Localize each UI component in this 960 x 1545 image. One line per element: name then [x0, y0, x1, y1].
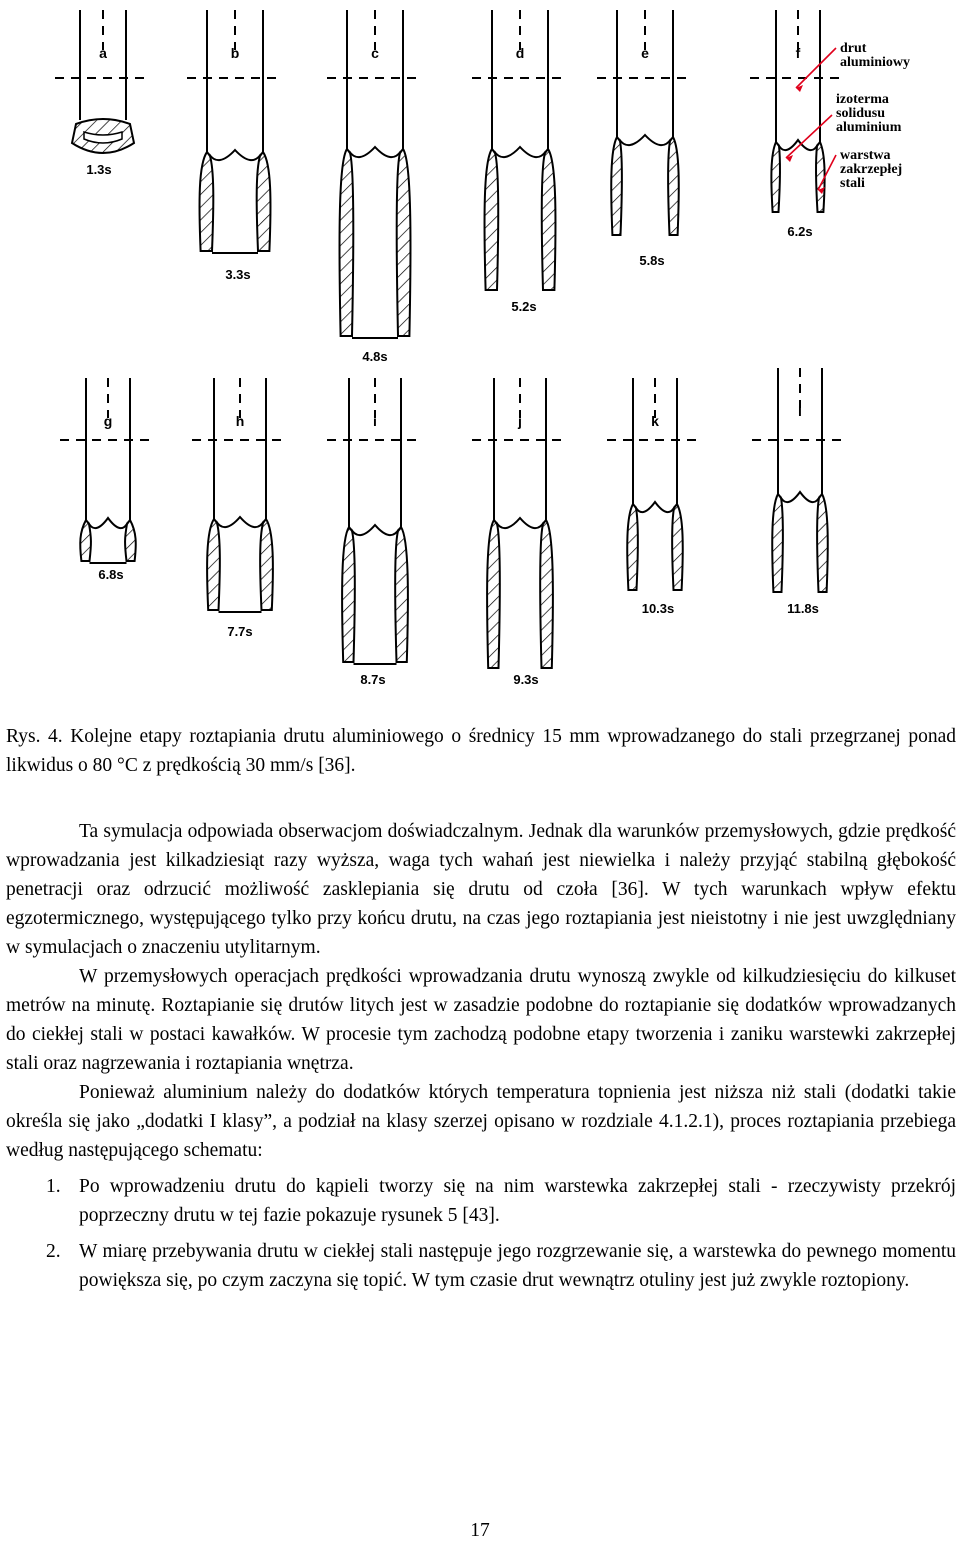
- stage-panel: [750, 10, 846, 239]
- panel-letter: c: [371, 45, 379, 61]
- panel-letter: j: [518, 413, 522, 429]
- solidus-isotherm: [619, 135, 671, 145]
- steel-shell-right: [668, 137, 679, 235]
- figure-caption-block: [6, 722, 956, 780]
- list-item: [6, 1237, 956, 1295]
- figure-caption: Rys. 4. Kolejne etapy roztapiania drutu aluminiowego o średnicy 15 mm wprowadzanego do stali przegrzanej ponad likwidus o 80 °C z prędkością 30 mm/s [36].: [6, 726, 956, 776]
- list-item-text: Po wprowadzeniu drutu do kąpieli tworzy się na nim warstewka zakrzepłej stali - rzeczywisty przekrój poprzeczny drutu w tej fazie pokazuje rysunek 5 [43].: [79, 1176, 956, 1226]
- panel-letter: k: [651, 413, 659, 429]
- stage-panel: [472, 10, 568, 314]
- stage-panel: [327, 378, 423, 687]
- panel-letter: d: [515, 45, 525, 61]
- solidus-isotherm: [216, 517, 264, 527]
- melting-stages-figure: [0, 0, 960, 700]
- steel-shell-right: [260, 519, 273, 610]
- stage-panel: [327, 10, 423, 364]
- panel-time-label: 4.8s: [362, 349, 388, 364]
- solidus-isotherm: [635, 502, 675, 512]
- solidus-isotherm: [349, 147, 401, 157]
- steel-shell-left: [80, 520, 91, 561]
- solidus-isotherm: [780, 492, 820, 502]
- stage-panel: [187, 10, 283, 282]
- body-text: [6, 817, 956, 1295]
- panel-time-label: 7.7s: [227, 624, 253, 639]
- panel-letter: a: [99, 45, 107, 61]
- list-item-number: 2.: [46, 1241, 61, 1262]
- stage-panel: [472, 378, 568, 687]
- panel-letter: h: [235, 413, 245, 429]
- steel-shell-right: [817, 494, 828, 592]
- stage-panel: [192, 378, 288, 639]
- steel-shell-right: [816, 142, 825, 212]
- panel-letter: f: [795, 45, 801, 61]
- panel-time-label: 6.8s: [98, 567, 124, 582]
- stage-panel: [597, 10, 693, 268]
- steel-shell-right: [395, 527, 408, 662]
- panel-letter: b: [230, 45, 240, 61]
- list-item-text: W miarę przebywania drutu w ciekłej stali następuje jego rozgrzewanie się, a warstewka do pewnego momentu powiększa się, po czym zaczyna się topić. W tym czasie drut wewnątrz otuliny jest już zwykle roztopiony.: [79, 1241, 956, 1291]
- solidus-isotherm: [496, 518, 544, 528]
- annotation-label: aluminium: [836, 120, 902, 135]
- steel-shell-left: [342, 527, 355, 662]
- annotation-label: warstwa: [840, 148, 891, 163]
- annotation-arrow: [786, 115, 832, 158]
- steel-shell-right: [540, 520, 553, 668]
- annotation-arrow: [796, 48, 836, 88]
- panel-time-label: 10.3s: [641, 601, 675, 616]
- stage-panel: [752, 368, 848, 616]
- stage-list: [6, 1172, 956, 1295]
- solidus-isotherm: [209, 150, 261, 160]
- stage-panel: [60, 378, 156, 582]
- steel-shell-right: [542, 149, 556, 290]
- panel-time-label: 5.2s: [511, 299, 537, 314]
- paragraph-3: Ponieważ aluminium należy do dodatków których temperatura topnienia jest niższa niż stali (dodatki takie określa się jako „dodatki I klasy”, a podział na klasy szerzej opisano w rozdziale 4.1.2.1), proces roztapiania przebiega według następującego schematu:: [6, 1082, 956, 1161]
- panel-time-label: 11.8s: [787, 601, 819, 616]
- steel-shell-left: [340, 149, 354, 336]
- solidus-isotherm: [88, 518, 128, 528]
- steel-shell-right: [672, 504, 683, 590]
- solidus-isotherm: [494, 147, 546, 157]
- panel-time-label: 5.8s: [639, 253, 665, 268]
- steel-shell-left: [772, 494, 783, 592]
- annotation-label: izoterma: [836, 92, 889, 107]
- annotation-label: solidusu: [836, 106, 886, 121]
- annotation-label: drut: [840, 41, 867, 56]
- paragraph-1: Ta symulacja odpowiada obserwacjom doświadczalnym. Jednak dla warunków przemysłowych, gdzie prędkość wprowadzania jest kilkadziesiąt razy wyższa, waga tych wahań jest niewielka i należy przyjąć stabilną głębokość penetracji oraz odrzucić możliwość zasklepiania się drutu od czoła [36]. W tych warunkach wpływ efektu egzotermicznego, występującego tylko przy końcu drutu, na czas jego roztapiania jest nieistotny i nie jest uwzględniany w symulacjach o znaczeniu utylitarnym.: [6, 821, 956, 958]
- steel-shell-right: [257, 152, 271, 251]
- panel-time-label: 8.7s: [360, 672, 386, 687]
- panel-time-label: 1.3s: [86, 162, 112, 177]
- panel-time-label: 6.2s: [787, 224, 813, 239]
- steel-shell-left: [485, 149, 499, 290]
- steel-shell-left: [487, 520, 500, 668]
- panel-letter: l: [798, 403, 802, 419]
- annotation-label: aluminiowy: [840, 55, 911, 70]
- list-item-number: 1.: [46, 1176, 61, 1197]
- annotation-label: zakrzepłej: [840, 162, 903, 177]
- steel-shell-left: [627, 504, 638, 590]
- list-item: [6, 1172, 956, 1230]
- steel-shell-right: [125, 520, 136, 561]
- stage-panel: [55, 10, 151, 177]
- panel-letter: e: [641, 45, 649, 61]
- stage-panel: [607, 378, 703, 616]
- paragraph-2: W przemysłowych operacjach prędkości wprowadzania drutu wynoszą zwykle od kilkudziesięciu do kilkuset metrów na minutę. Roztapianie się drutów litych jest w zasadzie podobne do roztapianie się dodatków wprowadzanych do ciekłej stali w postaci kawałków. W procesie tym zachodzą podobne etapy tworzenia i zaniku warstewki zakrzepłej stali oraz nagrzewania i roztapiania wnętrza.: [6, 966, 956, 1074]
- solidus-isotherm: [778, 140, 818, 150]
- panel-letter: g: [103, 413, 113, 429]
- page-number: 17: [470, 1520, 490, 1541]
- panel-time-label: 9.3s: [513, 672, 539, 687]
- annotation-label: stali: [840, 176, 865, 191]
- panel-time-label: 3.3s: [225, 267, 251, 282]
- solidus-isotherm: [351, 525, 399, 535]
- steel-shell-left: [771, 142, 780, 212]
- steel-shell-right: [397, 149, 411, 336]
- steel-shell-left: [200, 152, 214, 251]
- steel-shell-left: [207, 519, 220, 610]
- panel-letter: i: [373, 413, 377, 429]
- steel-shell-left: [611, 137, 622, 235]
